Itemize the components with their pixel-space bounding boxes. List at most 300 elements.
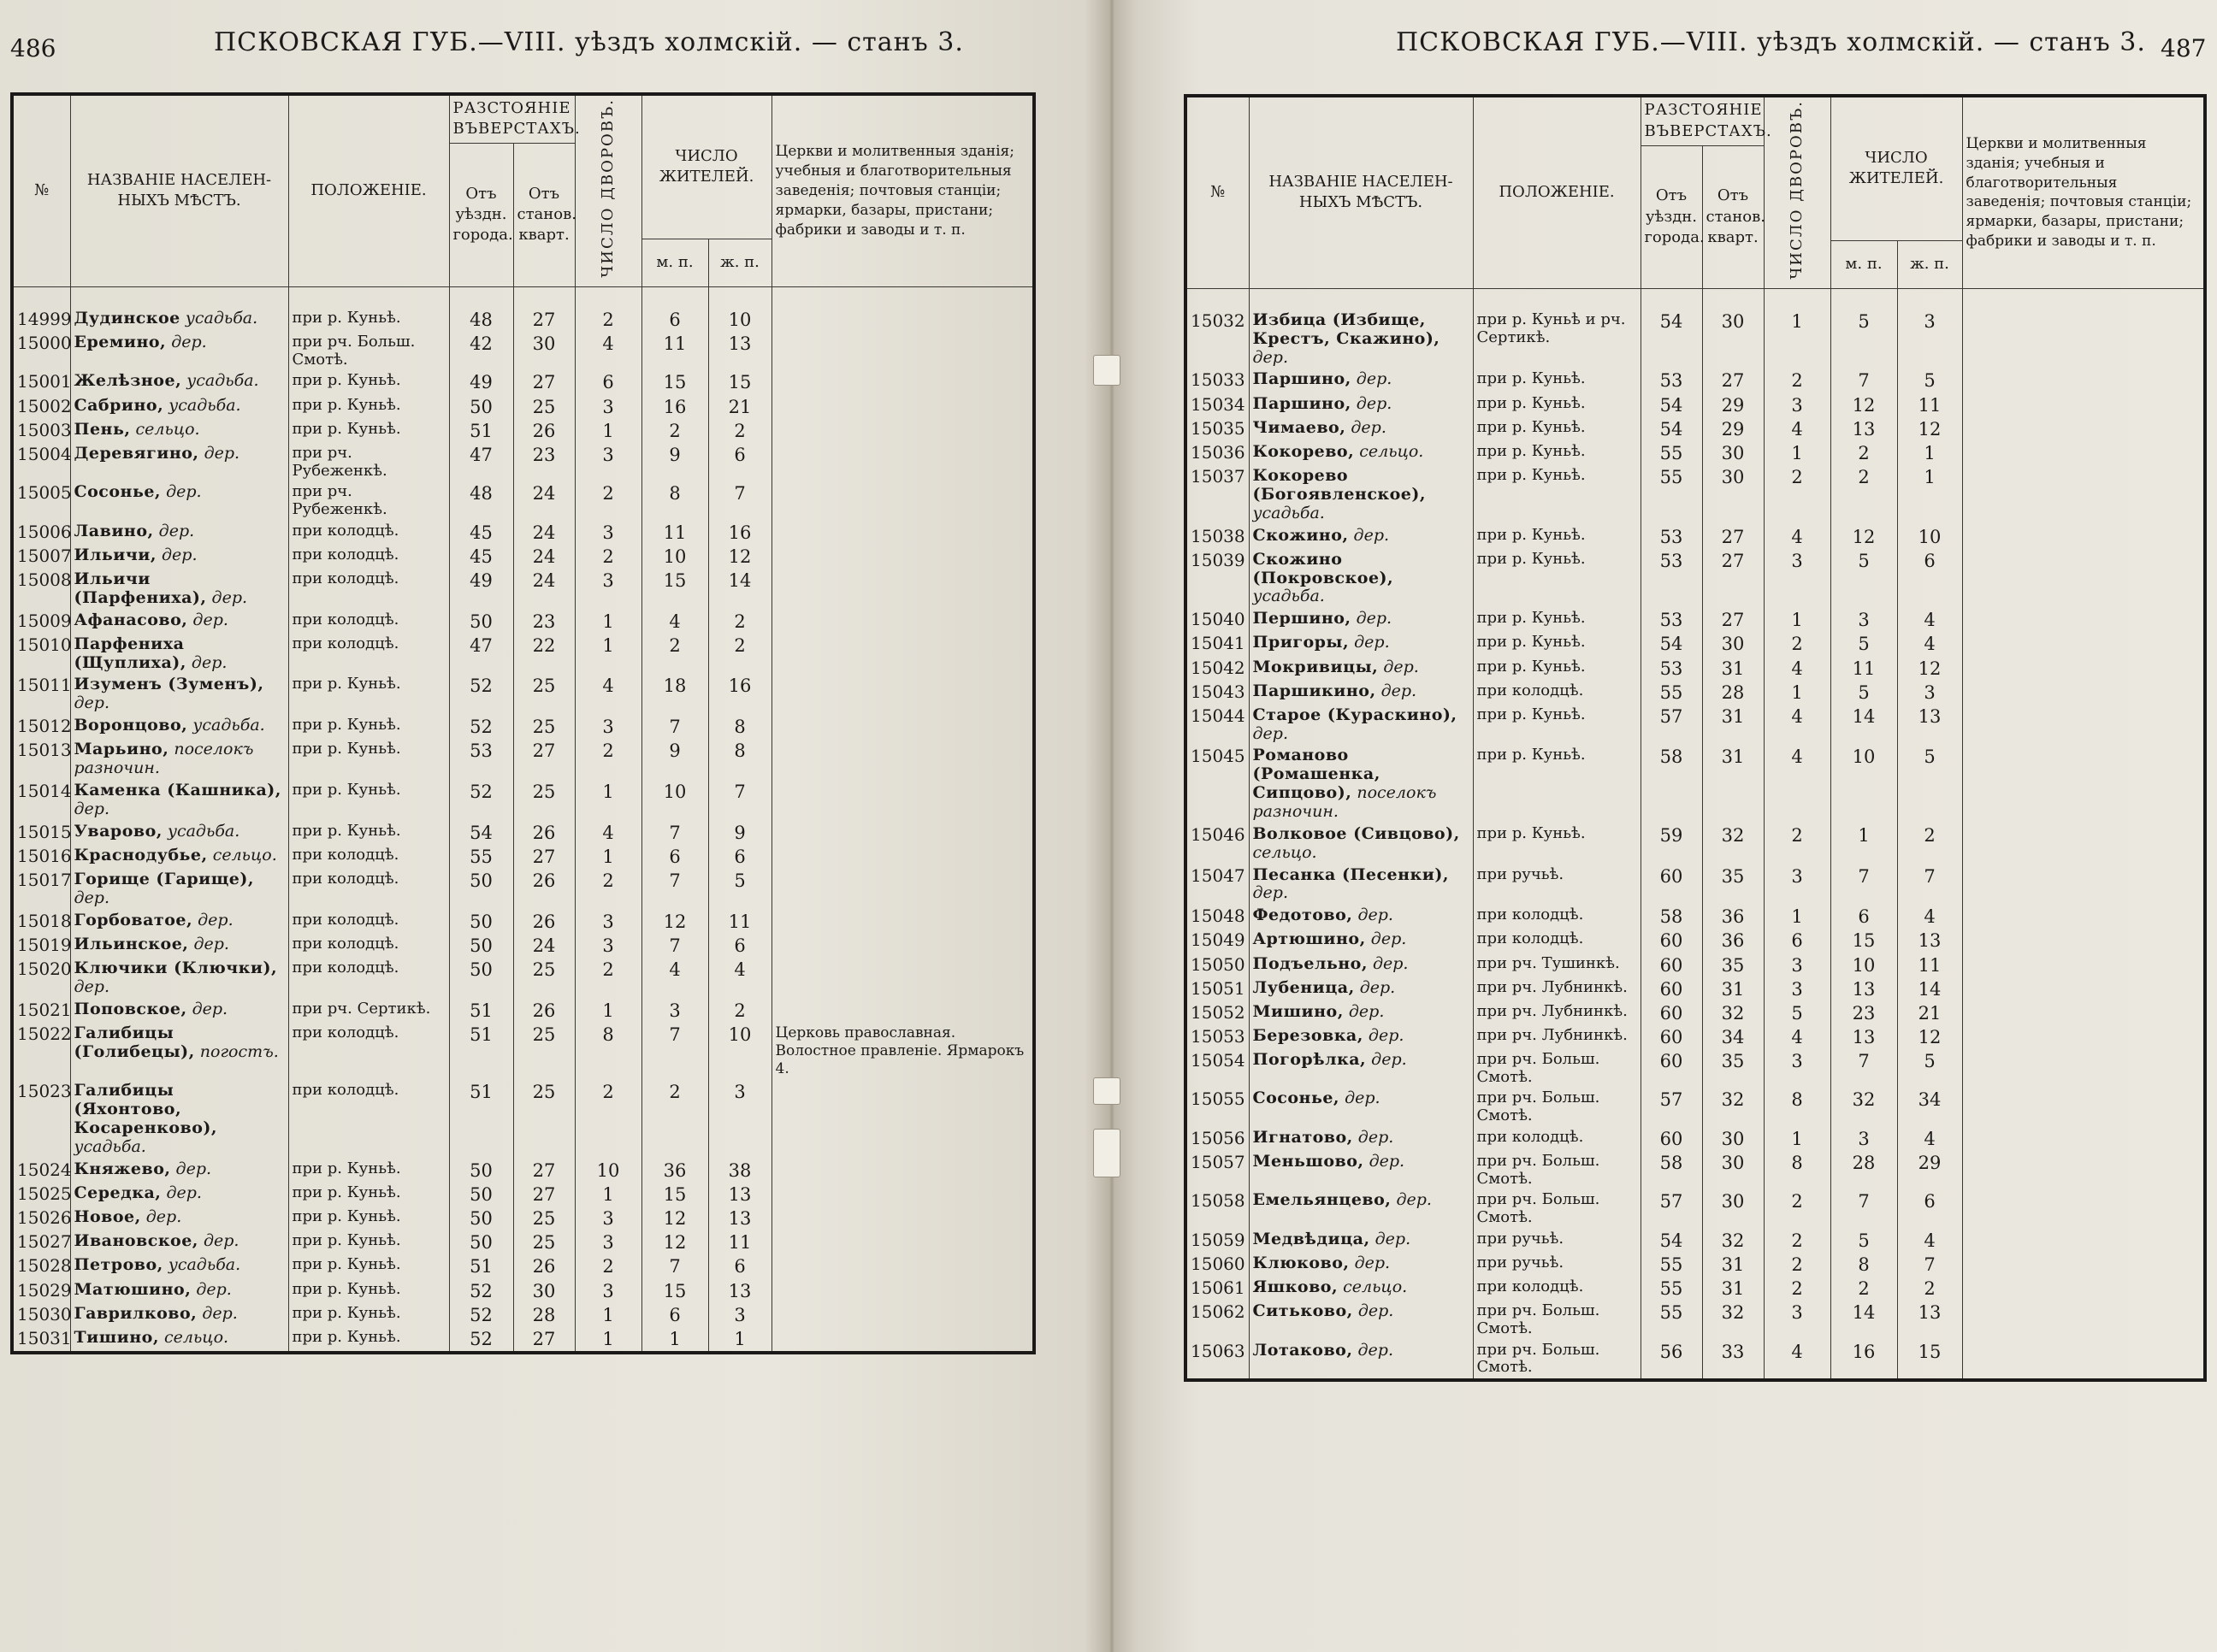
col-header-distance: РАЗСТОЯНІЕ ВЪВЕРСТАХЪ. xyxy=(449,94,575,143)
row-number: 15012 xyxy=(12,715,70,739)
table-row xyxy=(1185,1340,2205,1380)
place-type: дер. xyxy=(1354,1253,1391,1272)
place-name-cell xyxy=(70,1183,288,1207)
row-number: 15053 xyxy=(1185,1025,1249,1049)
table-row xyxy=(1185,1253,2205,1277)
left-page xyxy=(0,0,1103,1652)
distance-station-cell: 32 xyxy=(1702,1001,1764,1025)
table-body-left xyxy=(12,286,1034,1353)
notes-cell xyxy=(1962,549,2205,609)
place-name-cell xyxy=(70,286,288,332)
distance-station-cell: 27 xyxy=(513,1183,575,1207)
households-cell: 4 xyxy=(1764,657,1830,681)
position-cell: при р. Куньѣ. xyxy=(288,286,449,332)
female-count-cell: 5 xyxy=(1897,745,1962,823)
place-name-cell xyxy=(1249,1189,1473,1228)
female-count-cell: 16 xyxy=(708,674,772,715)
place-type: сельцо. xyxy=(135,419,200,439)
distance-station-cell: 31 xyxy=(1702,657,1764,681)
row-number: 15048 xyxy=(1185,905,1249,929)
distance-town-cell: 48 xyxy=(449,286,513,332)
distance-station-cell: 27 xyxy=(513,286,575,332)
place-type: дер. xyxy=(1356,393,1392,413)
distance-town-cell: 60 xyxy=(1641,1049,1702,1088)
households-cell: 3 xyxy=(575,395,641,419)
position-cell: при р. Куньѣ. xyxy=(1473,657,1641,681)
position-cell: при рч. Больш. Смотѣ. xyxy=(1473,1189,1641,1228)
table-row xyxy=(12,395,1034,419)
place-name-cell xyxy=(1249,1301,1473,1339)
place-name: Галибицы (Голибецы), xyxy=(74,1023,195,1061)
male-count-cell: 9 xyxy=(641,739,708,780)
place-type: усадьба. xyxy=(168,395,241,415)
distance-station-cell: 27 xyxy=(513,1159,575,1183)
households-cell: 1 xyxy=(1764,905,1830,929)
households-cell: 1 xyxy=(575,1327,641,1353)
row-number: 15033 xyxy=(1185,369,1249,392)
notes-cell xyxy=(772,1279,1034,1303)
col-header-households: ЧИСЛО ДВОРОВЪ. xyxy=(1764,96,1830,288)
place-name-cell xyxy=(70,958,288,999)
place-type: дер. xyxy=(1368,1025,1404,1045)
place-name: Поповское, xyxy=(74,999,187,1018)
male-count-cell: 5 xyxy=(1830,288,1897,369)
position-cell: при р. Куньѣ. xyxy=(288,370,449,394)
female-count-cell: 2 xyxy=(1897,823,1962,864)
households-cell: 2 xyxy=(575,286,641,332)
distance-town-cell: 50 xyxy=(449,910,513,934)
distance-town-cell: 50 xyxy=(449,934,513,958)
place-name: Лавино, xyxy=(74,521,154,540)
position-cell: при рч. Лубнинкѣ. xyxy=(1473,1025,1641,1049)
distance-town-cell: 50 xyxy=(449,395,513,419)
row-number: 15047 xyxy=(1185,864,1249,906)
notes-cell xyxy=(1962,657,2205,681)
row-number: 15016 xyxy=(12,845,70,869)
place-name: Скожино (Покровское), xyxy=(1252,549,1394,587)
place-type: дер. xyxy=(166,1183,202,1202)
female-count-cell: 1 xyxy=(1897,465,1962,525)
row-number: 15043 xyxy=(1185,681,1249,705)
distance-station-cell: 30 xyxy=(1702,288,1764,369)
male-count-cell: 7 xyxy=(1830,864,1897,906)
place-name-cell xyxy=(70,845,288,869)
position-cell: при колодцѣ. xyxy=(288,1080,449,1158)
place-name-cell xyxy=(70,999,288,1023)
female-count-cell: 2 xyxy=(708,610,772,634)
place-name-cell xyxy=(70,569,288,610)
female-count-cell: 1 xyxy=(1897,441,1962,465)
distance-town-cell: 45 xyxy=(449,521,513,545)
place-name-cell xyxy=(1249,864,1473,906)
place-name: Першино, xyxy=(1252,609,1351,628)
notes-cell xyxy=(1962,705,2205,746)
distance-town-cell: 60 xyxy=(1641,929,1702,953)
col-header-from-station: Отъ станов. кварт. xyxy=(513,143,575,286)
position-cell: при р. Куньѣ. xyxy=(1473,369,1641,392)
distance-town-cell: 51 xyxy=(449,1080,513,1158)
distance-station-cell: 30 xyxy=(1702,632,1764,656)
female-count-cell: 13 xyxy=(1897,929,1962,953)
place-type: дер. xyxy=(166,482,202,502)
notes-cell xyxy=(1962,1049,2205,1088)
row-number: 15022 xyxy=(12,1023,70,1081)
place-name: Емельянцево, xyxy=(1252,1190,1392,1210)
notes-cell xyxy=(772,370,1034,394)
table-row xyxy=(12,332,1034,370)
notes-cell xyxy=(772,1207,1034,1230)
female-count-cell: 13 xyxy=(708,1207,772,1230)
position-cell: при рч. Рубеженкѣ. xyxy=(288,481,449,520)
households-cell: 1 xyxy=(1764,608,1830,632)
place-name: Паршикино, xyxy=(1252,681,1376,700)
notes-cell xyxy=(772,419,1034,443)
notes-cell xyxy=(1962,929,2205,953)
place-name: Мишино, xyxy=(1252,1001,1344,1021)
distance-station-cell: 33 xyxy=(1702,1340,1764,1380)
place-name: Ильичи (Парфениха), xyxy=(74,569,207,607)
place-type: дер. xyxy=(1372,953,1409,973)
distance-station-cell: 26 xyxy=(513,821,575,845)
distance-station-cell: 36 xyxy=(1702,905,1764,929)
position-cell: при колодцѣ. xyxy=(288,845,449,869)
households-cell: 1 xyxy=(1764,681,1830,705)
place-name-cell xyxy=(1249,681,1473,705)
male-count-cell: 9 xyxy=(641,443,708,481)
distance-town-cell: 54 xyxy=(449,821,513,845)
position-cell: при колодцѣ. xyxy=(1473,905,1641,929)
table-row xyxy=(1185,977,2205,1001)
distance-station-cell: 27 xyxy=(1702,525,1764,549)
row-number: 15014 xyxy=(12,780,70,821)
distance-town-cell: 58 xyxy=(1641,745,1702,823)
place-name: Игнатово, xyxy=(1252,1127,1353,1147)
place-name-cell xyxy=(1249,953,1473,977)
distance-station-cell: 28 xyxy=(1702,681,1764,705)
female-count-cell: 4 xyxy=(1897,608,1962,632)
notes-cell xyxy=(1962,417,2205,441)
distance-town-cell: 49 xyxy=(449,569,513,610)
place-name: Краснодубье, xyxy=(74,845,208,864)
page-number-left: 486 xyxy=(10,34,56,62)
distance-town-cell: 53 xyxy=(449,739,513,780)
notes-cell xyxy=(1962,441,2205,465)
distance-station-cell: 34 xyxy=(1702,1025,1764,1049)
households-cell: 2 xyxy=(575,1080,641,1158)
position-cell: при рч. Сертикѣ. xyxy=(288,999,449,1023)
notes-cell xyxy=(772,1303,1034,1327)
col-header-households: ЧИСЛО ДВОРОВЪ. xyxy=(575,94,641,286)
place-type: дер. xyxy=(74,976,109,996)
distance-town-cell: 59 xyxy=(1641,823,1702,864)
place-name-cell xyxy=(1249,1001,1473,1025)
place-type: дер. xyxy=(1359,977,1396,997)
place-name-cell xyxy=(1249,977,1473,1001)
female-count-cell: 8 xyxy=(708,739,772,780)
place-name-cell xyxy=(1249,1340,1473,1380)
col-header-distance: РАЗСТОЯНІЕ ВЪВЕРСТАХЪ. xyxy=(1641,96,1764,145)
table-row xyxy=(1185,288,2205,369)
notes-cell xyxy=(1962,1340,2205,1380)
place-name: Сосонье, xyxy=(1252,1089,1340,1108)
position-cell: при колодцѣ. xyxy=(288,958,449,999)
male-count-cell: 5 xyxy=(1830,1229,1897,1253)
col-header-female: ж. п. xyxy=(708,239,772,286)
position-cell: при колодцѣ. xyxy=(288,934,449,958)
notes-cell: Церковь православная. Волостное правленіе. Ярмарокъ 4. xyxy=(772,1023,1034,1081)
place-type: дер. xyxy=(74,799,109,818)
notes-cell xyxy=(772,1080,1034,1158)
female-count-cell: 2 xyxy=(708,419,772,443)
households-cell: 2 xyxy=(575,1254,641,1278)
position-cell: при колодцѣ. xyxy=(288,869,449,910)
notes-cell xyxy=(772,845,1034,869)
male-count-cell: 8 xyxy=(641,481,708,520)
female-count-cell: 13 xyxy=(708,1279,772,1303)
col-header-position: ПОЛОЖЕНІЕ. xyxy=(1473,96,1641,288)
position-cell: при рч. Больш. Смотѣ. xyxy=(1473,1301,1641,1339)
male-count-cell: 1 xyxy=(1830,823,1897,864)
male-count-cell: 7 xyxy=(641,869,708,910)
distance-station-cell: 27 xyxy=(513,739,575,780)
place-name: Меньшово, xyxy=(1252,1151,1364,1171)
table-row xyxy=(12,370,1034,394)
distance-town-cell: 55 xyxy=(1641,441,1702,465)
households-cell: 1 xyxy=(1764,1127,1830,1151)
place-name-cell xyxy=(1249,1151,1473,1189)
place-type: дер. xyxy=(1252,347,1288,367)
distance-station-cell: 31 xyxy=(1702,705,1764,746)
row-number: 15001 xyxy=(12,370,70,394)
distance-station-cell: 23 xyxy=(513,443,575,481)
male-count-cell: 2 xyxy=(1830,1277,1897,1301)
place-name-cell xyxy=(1249,1088,1473,1126)
notes-cell xyxy=(772,332,1034,370)
row-number: 15003 xyxy=(12,419,70,443)
distance-town-cell: 55 xyxy=(1641,681,1702,705)
table-row xyxy=(12,934,1034,958)
place-type: дер. xyxy=(1351,417,1386,437)
distance-town-cell: 49 xyxy=(449,370,513,394)
place-type: дер. xyxy=(204,443,240,463)
place-type: сельцо. xyxy=(1359,441,1424,461)
place-name-cell xyxy=(70,1327,288,1353)
distance-station-cell: 30 xyxy=(1702,465,1764,525)
position-cell: при рч. Лубнинкѣ. xyxy=(1473,977,1641,1001)
row-number: 15060 xyxy=(1185,1253,1249,1277)
notes-cell xyxy=(772,934,1034,958)
notes-cell xyxy=(772,780,1034,821)
place-name: Матюшино, xyxy=(74,1279,192,1299)
households-cell: 3 xyxy=(1764,864,1830,906)
place-name-cell xyxy=(1249,929,1473,953)
place-name-cell xyxy=(70,1279,288,1303)
notes-cell xyxy=(1962,1025,2205,1049)
female-count-cell: 11 xyxy=(1897,393,1962,417)
position-cell: при колодцѣ. xyxy=(1473,929,1641,953)
male-count-cell: 6 xyxy=(641,845,708,869)
place-name: Федотово, xyxy=(1252,906,1353,925)
row-number: 15015 xyxy=(12,821,70,845)
place-type: усадьба. xyxy=(192,716,265,735)
place-type: дер. xyxy=(1357,906,1393,925)
distance-town-cell: 57 xyxy=(1641,705,1702,746)
households-cell: 2 xyxy=(1764,823,1830,864)
position-cell: при р. Куньѣ. xyxy=(1473,745,1641,823)
place-name: Артюшино, xyxy=(1252,929,1366,949)
place-name-cell xyxy=(70,481,288,520)
households-cell: 3 xyxy=(575,521,641,545)
distance-town-cell: 50 xyxy=(449,1230,513,1254)
male-count-cell: 7 xyxy=(641,1254,708,1278)
place-name-cell xyxy=(70,610,288,634)
table-row xyxy=(12,999,1034,1023)
table-row xyxy=(12,1230,1034,1254)
male-count-cell: 14 xyxy=(1830,705,1897,746)
row-number: 15011 xyxy=(12,674,70,715)
distance-station-cell: 30 xyxy=(513,332,575,370)
table-row xyxy=(12,569,1034,610)
row-number: 15013 xyxy=(12,739,70,780)
table-row xyxy=(1185,1151,2205,1189)
households-cell: 4 xyxy=(575,674,641,715)
place-name: Горище (Гарище), xyxy=(74,869,254,888)
distance-station-cell: 24 xyxy=(513,481,575,520)
row-number: 15055 xyxy=(1185,1088,1249,1126)
place-name-cell xyxy=(1249,1277,1473,1301)
male-count-cell: 2 xyxy=(1830,441,1897,465)
place-type: дер. xyxy=(1357,1301,1394,1321)
male-count-cell: 10 xyxy=(641,545,708,569)
households-cell: 4 xyxy=(1764,1025,1830,1049)
row-number: 15010 xyxy=(12,634,70,675)
households-cell: 2 xyxy=(1764,632,1830,656)
table-row xyxy=(1185,905,2205,929)
position-cell: при р. Куньѣ. xyxy=(288,1254,449,1278)
distance-town-cell: 47 xyxy=(449,443,513,481)
female-count-cell: 16 xyxy=(708,521,772,545)
row-number: 15046 xyxy=(1185,823,1249,864)
position-cell: при р. Куньѣ. xyxy=(1473,549,1641,609)
col-header-num: № xyxy=(12,94,70,286)
distance-town-cell: 42 xyxy=(449,332,513,370)
place-type: дер. xyxy=(1396,1190,1432,1210)
position-cell: при р. Куньѣ. xyxy=(1473,393,1641,417)
distance-station-cell: 26 xyxy=(513,1254,575,1278)
households-cell: 4 xyxy=(1764,1340,1830,1380)
place-name: Клюково, xyxy=(1252,1253,1350,1272)
distance-station-cell: 29 xyxy=(1702,417,1764,441)
female-count-cell: 14 xyxy=(1897,977,1962,1001)
male-count-cell: 11 xyxy=(641,521,708,545)
female-count-cell: 5 xyxy=(1897,1049,1962,1088)
notes-cell xyxy=(772,715,1034,739)
place-type: дер. xyxy=(1380,681,1417,700)
female-count-cell: 4 xyxy=(708,958,772,999)
notes-cell xyxy=(1962,288,2205,369)
register-table-right xyxy=(1184,94,2207,1382)
place-name-cell xyxy=(1249,288,1473,369)
notes-cell xyxy=(1962,745,2205,823)
distance-town-cell: 51 xyxy=(449,1023,513,1081)
households-cell: 3 xyxy=(575,569,641,610)
row-number: 15017 xyxy=(12,869,70,910)
place-name-cell xyxy=(70,715,288,739)
notes-cell xyxy=(1962,369,2205,392)
distance-station-cell: 25 xyxy=(513,1023,575,1081)
row-number: 15061 xyxy=(1185,1277,1249,1301)
table-row xyxy=(12,1159,1034,1183)
notes-cell xyxy=(772,674,1034,715)
place-name-cell xyxy=(70,521,288,545)
notes-cell xyxy=(772,821,1034,845)
col-header-num: № xyxy=(1185,96,1249,288)
place-name: Избица (Избище, Крестъ, Скажино), xyxy=(1252,310,1440,348)
place-type: дер. xyxy=(145,1207,182,1227)
place-name: Сосонье, xyxy=(74,482,162,502)
place-type: усадьба. xyxy=(186,371,259,391)
table-row xyxy=(1185,929,2205,953)
position-cell: при р. Куньѣ. xyxy=(1473,632,1641,656)
place-name-cell xyxy=(70,545,288,569)
male-count-cell: 5 xyxy=(1830,549,1897,609)
distance-station-cell: 28 xyxy=(513,1303,575,1327)
place-type: дер. xyxy=(191,652,228,672)
distance-town-cell: 53 xyxy=(1641,549,1702,609)
distance-town-cell: 54 xyxy=(1641,393,1702,417)
binding-stitch xyxy=(1093,1129,1120,1177)
distance-town-cell: 52 xyxy=(449,1279,513,1303)
male-count-cell: 5 xyxy=(1830,632,1897,656)
distance-town-cell: 56 xyxy=(1641,1340,1702,1380)
distance-town-cell: 53 xyxy=(1641,525,1702,549)
place-name-cell xyxy=(1249,745,1473,823)
female-count-cell: 11 xyxy=(1897,953,1962,977)
male-count-cell: 28 xyxy=(1830,1151,1897,1189)
distance-station-cell: 26 xyxy=(513,869,575,910)
place-name: Новое, xyxy=(74,1207,141,1227)
female-count-cell: 3 xyxy=(1897,681,1962,705)
table-row xyxy=(12,545,1034,569)
place-name: Тишино, xyxy=(74,1327,159,1347)
male-count-cell: 36 xyxy=(641,1159,708,1183)
male-count-cell: 2 xyxy=(641,634,708,675)
position-cell: при р. Куньѣ. xyxy=(1473,705,1641,746)
table-row xyxy=(1185,1229,2205,1253)
households-cell: 4 xyxy=(1764,745,1830,823)
female-count-cell: 2 xyxy=(708,634,772,675)
male-count-cell: 2 xyxy=(1830,465,1897,525)
households-cell: 2 xyxy=(1764,1189,1830,1228)
position-cell: при рч. Больш. Смотѣ. xyxy=(1473,1151,1641,1189)
col-header-position: ПОЛОЖЕНІЕ. xyxy=(288,94,449,286)
position-cell: при рч. Тушинкѣ. xyxy=(1473,953,1641,977)
distance-station-cell: 25 xyxy=(513,1080,575,1158)
distance-station-cell: 27 xyxy=(513,1327,575,1353)
notes-cell xyxy=(1962,1301,2205,1339)
notes-cell xyxy=(772,739,1034,780)
distance-town-cell: 55 xyxy=(1641,465,1702,525)
households-cell: 2 xyxy=(1764,1229,1830,1253)
notes-cell xyxy=(1962,953,2205,977)
households-cell: 3 xyxy=(575,934,641,958)
male-count-cell: 12 xyxy=(641,910,708,934)
position-cell: при р. Куньѣ. xyxy=(1473,465,1641,525)
place-name-cell xyxy=(70,739,288,780)
place-name-cell xyxy=(70,1080,288,1158)
row-number: 15039 xyxy=(1185,549,1249,609)
male-count-cell: 18 xyxy=(641,674,708,715)
